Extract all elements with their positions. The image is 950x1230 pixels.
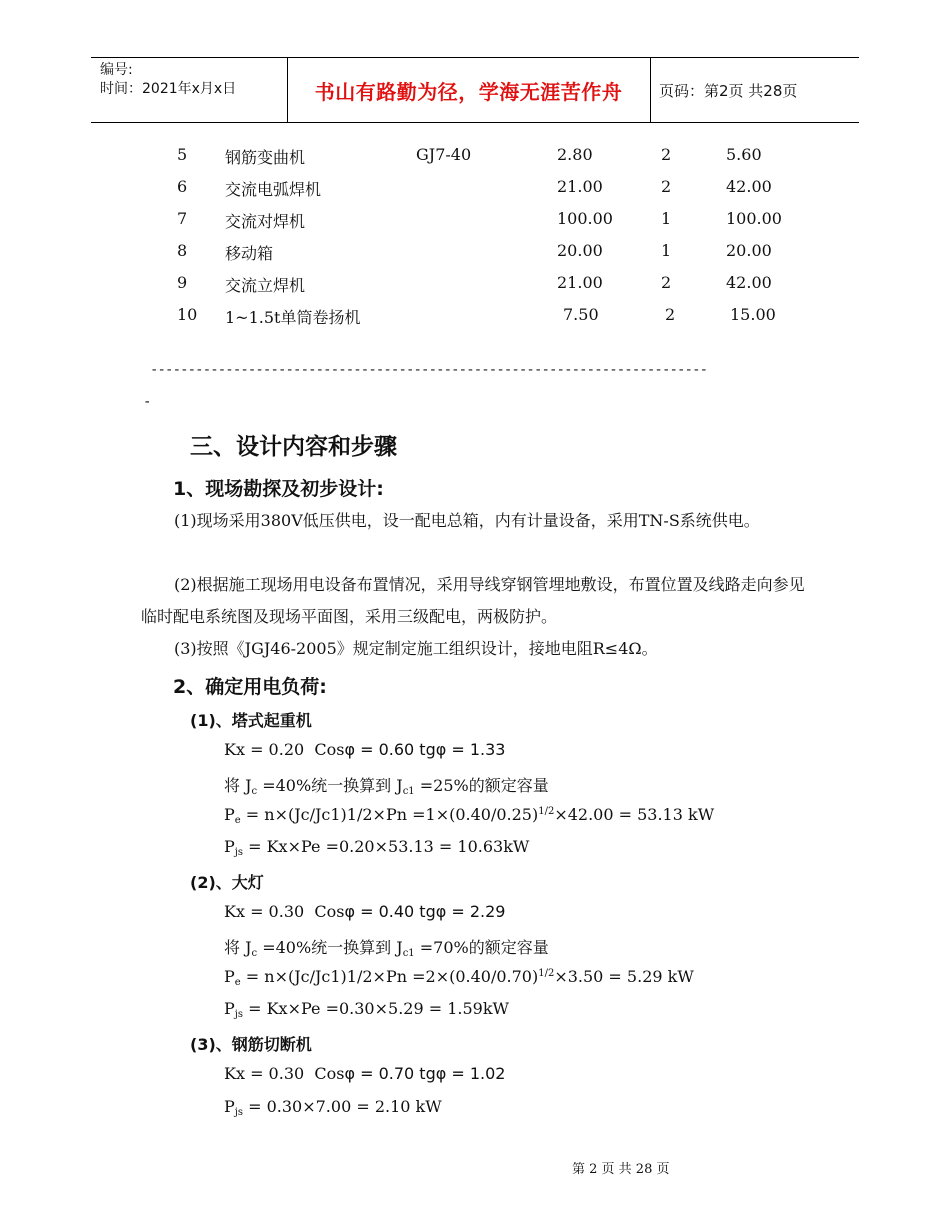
divider-tail: -	[143, 394, 152, 410]
table-row	[0, 273, 950, 297]
equipment-quantity: 1	[661, 241, 672, 260]
equipment-total-power: 100.00	[726, 209, 782, 228]
row-number: 5	[177, 145, 188, 164]
table-row	[0, 209, 950, 233]
equipment-power: 21.00	[557, 177, 603, 196]
equipment-total-power: 20.00	[726, 241, 772, 260]
table-row	[0, 305, 950, 329]
header-page-label: 页码：第2页 共28页	[659, 82, 798, 100]
equipment-quantity: 2	[661, 273, 672, 292]
item-1-convert-line: 将 $J_c =40\%$统一换算到 $J_{c1} =25\%$的额定容量	[224, 776, 549, 797]
item-2-pjs-line: $P_{js} = Kx\times Pe =0.30\times 5.29 = 1.59kW$	[224, 999, 509, 1020]
equipment-name: 1~1.5t单筒卷扬机	[225, 308, 361, 327]
paragraph-3: (3)按照《JGJ46-2005》规定制定施工组织设计，接地电阻R≤4Ω。	[174, 639, 658, 658]
divider-line: --------------------------------------------------------------------------	[150, 362, 708, 378]
subsection-2-title: 2、确定用电负荷:	[173, 676, 327, 698]
equipment-power: 2.80	[557, 145, 593, 164]
item-1-title: (1)、塔式起重机	[190, 711, 312, 730]
equipment-name: 交流立焊机	[225, 276, 306, 295]
header-top-rule	[91, 57, 859, 58]
equipment-power: 21.00	[557, 273, 603, 292]
equipment-name: 钢筋变曲机	[225, 148, 306, 167]
row-number: 10	[177, 305, 198, 324]
row-number: 6	[177, 177, 188, 196]
page-footer: 第 2 页 共 28 页	[572, 1162, 670, 1177]
equipment-total-power: 42.00	[726, 177, 772, 196]
table-row	[0, 177, 950, 201]
equipment-total-power: 15.00	[730, 305, 776, 324]
equipment-quantity: 1	[661, 209, 672, 228]
subsection-1-title: 1、现场勘探及初步设计:	[173, 478, 384, 500]
time-label: 时间：2021年x月x日	[100, 81, 237, 97]
row-number: 9	[177, 273, 188, 292]
doc-number-label: 编号:	[100, 62, 133, 78]
equipment-quantity: 2	[661, 177, 672, 196]
item-2-convert-line: 将 $J_c =40\%$统一换算到 $J_{c1} =70\%$的额定容量	[224, 938, 549, 959]
item-1-kx-line: Kx = 0.20 Cosφ = 0.60 tgφ = 1.33	[224, 740, 506, 759]
header-divider-right	[650, 57, 651, 122]
item-1-pjs-line: $P_{js} = Kx\times Pe =0.20\times 53.13 = 10.63kW$	[224, 837, 530, 858]
equipment-total-power: 5.60	[726, 145, 762, 164]
item-3-kx-line: Kx = 0.30 Cosφ = 0.70 tgφ = 1.02	[224, 1064, 506, 1083]
item-2-kx-line: Kx = 0.30 Cosφ = 0.40 tgφ = 2.29	[224, 902, 506, 921]
equipment-power: 7.50	[563, 305, 599, 324]
item-2-title: (2)、大灯	[190, 873, 264, 892]
paragraph-2: (2)根据施工现场用电设备布置情况，采用导线穿钢管埋地敷设，布置位置及线路走向参见临时配电系统图及现场平面图，采用三级配电，两极防护。	[141, 575, 805, 626]
item-3-title: (3)、钢筋切断机	[190, 1035, 312, 1054]
equipment-name: 移动箱	[225, 244, 274, 263]
item-3-pjs-line: $P_{js} = 0.30\times 7.00 = 2.10$ kW	[224, 1097, 442, 1118]
equipment-total-power: 42.00	[726, 273, 772, 292]
equipment-quantity: 2	[665, 305, 676, 324]
row-number: 8	[177, 241, 188, 260]
table-row	[0, 241, 950, 265]
item-1-pe-line: $P_e = n\times(Jc/Jc1)1/2\times Pn =1\times(0.40/0.25)^{1/2}\times 42.00 = 53.13$ kW	[224, 805, 715, 826]
equipment-power: 20.00	[557, 241, 603, 260]
equipment-name: 交流电弧焊机	[225, 180, 322, 199]
equipment-power: 100.00	[557, 209, 613, 228]
section-title: 三、设计内容和步骤	[190, 434, 397, 460]
header-motto: 书山有路勤为径，学海无涯苦作舟	[314, 80, 623, 104]
row-number: 7	[177, 209, 188, 228]
equipment-model: GJ7-40	[416, 145, 472, 164]
paragraph-1: (1)现场采用380V低压供电，设一配电总箱，内有计量设备，采用TN-S系统供电。	[174, 511, 760, 530]
table-row	[0, 145, 950, 169]
equipment-quantity: 2	[661, 145, 672, 164]
equipment-name: 交流对焊机	[225, 212, 306, 231]
header-bottom-rule	[91, 122, 859, 123]
item-2-pe-line: $P_e = n\times(Jc/Jc1)1/2\times Pn =2\times(0.40/0.70)^{1/2}\times 3.50 = 5.29$ kW	[224, 967, 694, 988]
